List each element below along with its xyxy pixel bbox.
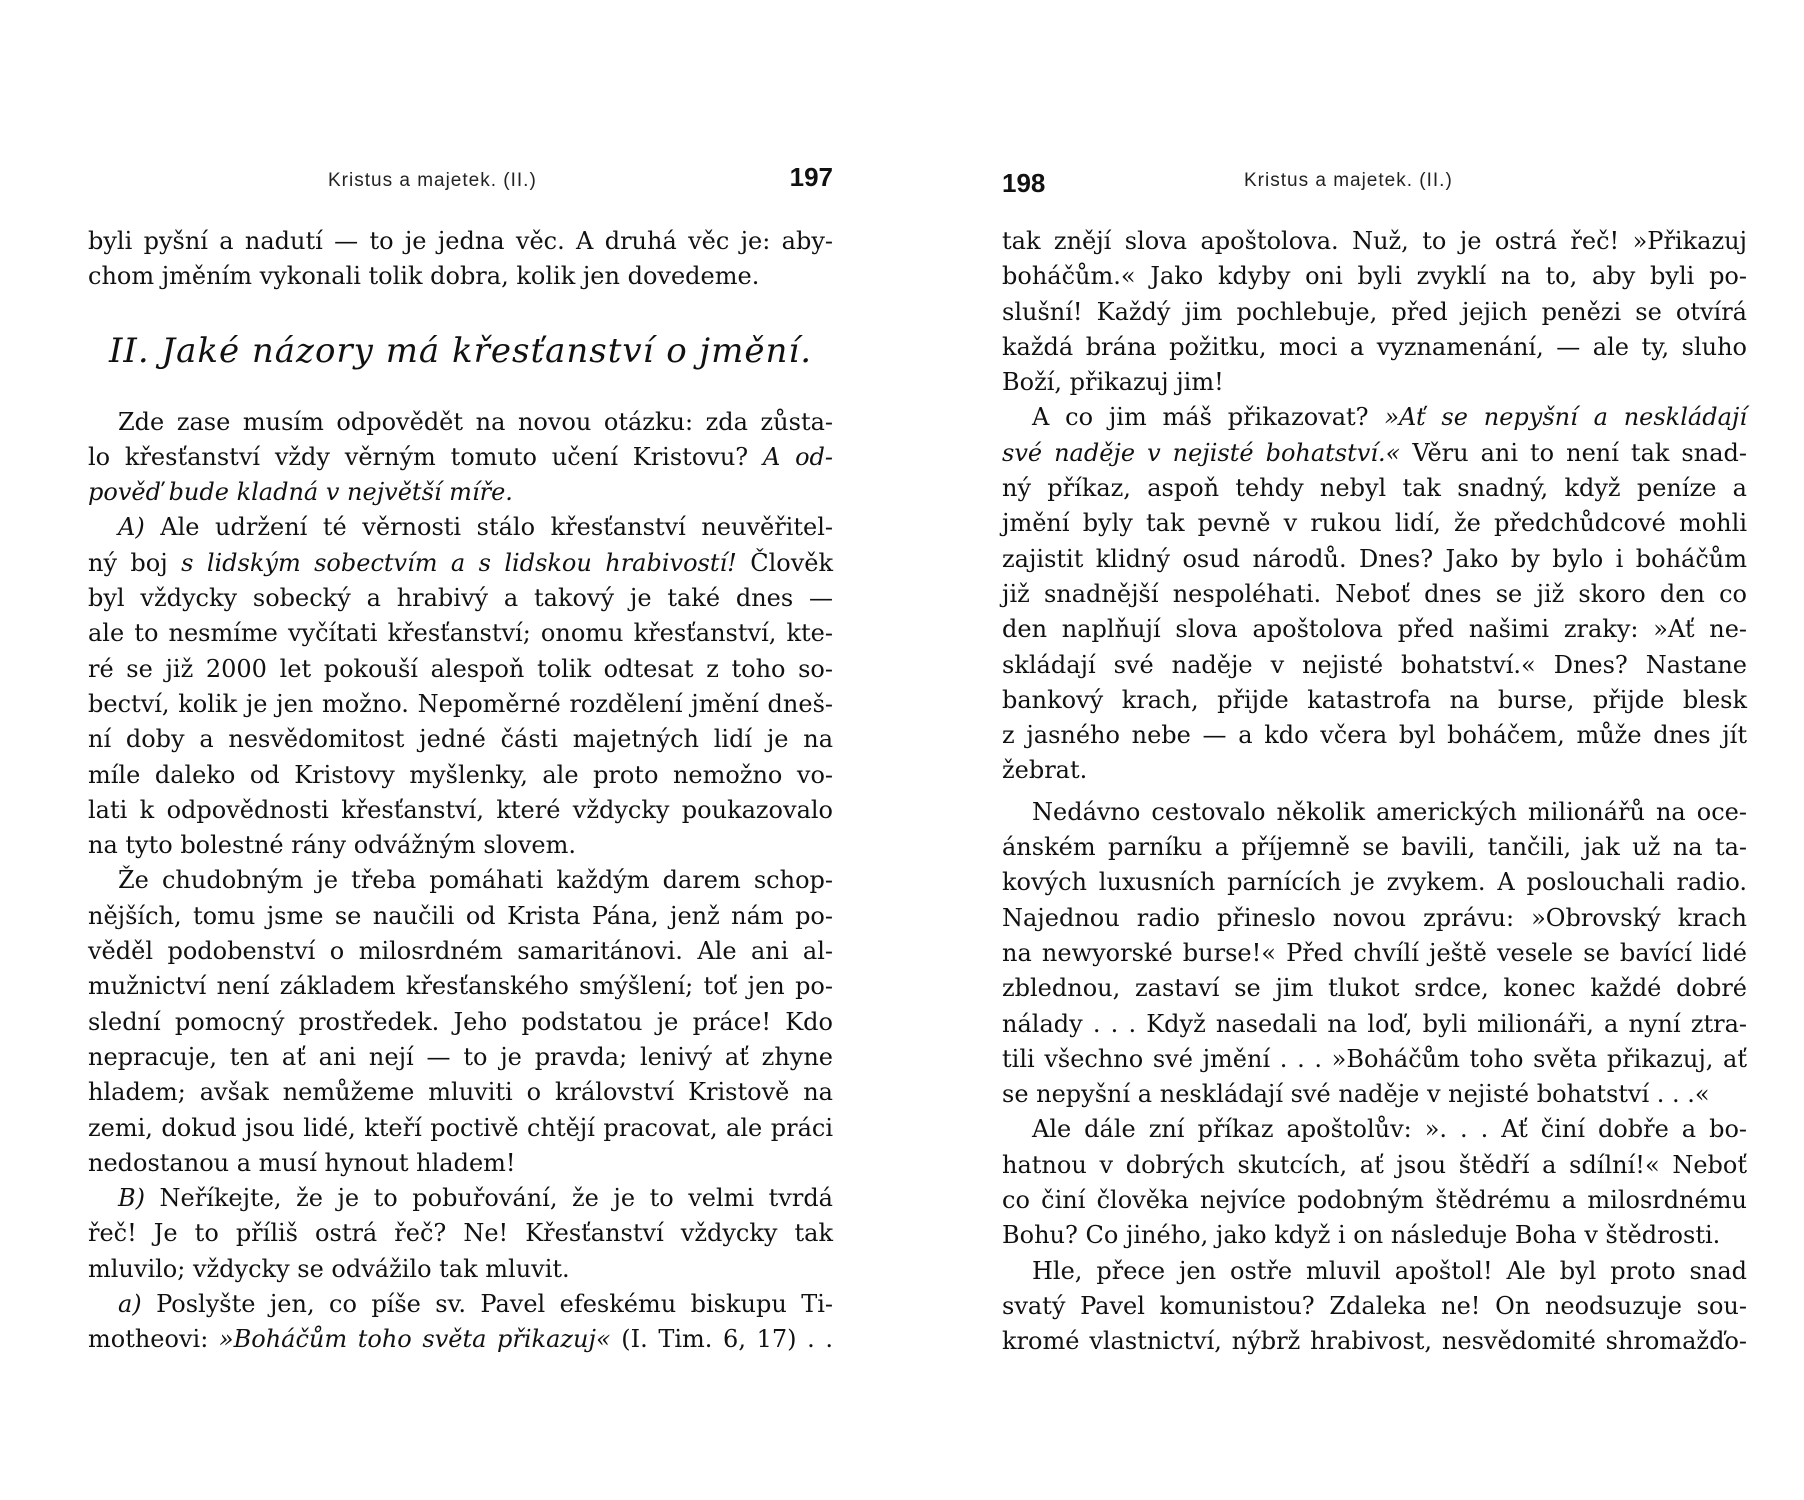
page-body-right [1002, 224, 1747, 1360]
text-line: bankový krach, přijde katastrofa na burse, přijde blesk [1002, 685, 1747, 714]
text-line: byl vždycky sobecký a hrabivý a takový je také dnes — [88, 584, 833, 613]
text-line: zblednou, zastaví se jim tlukot srdce, konec každé dobré [1002, 974, 1747, 1003]
paragraph [88, 1181, 833, 1287]
left-page [88, 0, 833, 1500]
right-page [1002, 0, 1747, 1500]
text-line: míle daleko od Kristovy myšlenky, ale proto nemožno vo- [88, 760, 833, 789]
text-line: hatnou v dobrých skutcích, ať jsou štědří a sdílní!« Neboť [1002, 1150, 1747, 1179]
paragraph [1002, 224, 1747, 400]
running-title: Kristus a majetek. (II.) [328, 170, 537, 191]
text-line: Najednou radio přineslo novou zprávu: »Obrovský krach [1002, 903, 1747, 932]
text-line: z jasného nebe — a kdo včera byl boháčem, může dnes jít [1002, 721, 1747, 750]
text-line: zajistit klidný osud národů. Dnes? Jako by bylo i boháčům [1002, 544, 1747, 573]
paragraph [1002, 1254, 1747, 1360]
text-line: lati k odpovědnosti křesťanství, které vždycky poukazovalo [88, 795, 833, 824]
text-line: ale to nesmíme vyčítati křesťanství; onomu křesťanství, kte- [88, 619, 833, 648]
text-line: na newyorské burse!« Před chvílí ještě vesele se bavící lidé [1002, 938, 1747, 967]
text-line: nějších, tomu jsme se naučili od Krista Pána, jenž nám po- [88, 901, 833, 930]
text-line: své naděje v nejisté bohatství.« Věru ani to není tak snad- [1002, 438, 1747, 467]
text-line: již snadnější nespoléhati. Neboť dnes se již skoro den co [1002, 579, 1747, 608]
text-line: Boží, přikazuj jim! [1002, 368, 1224, 397]
text-line: zemi, dokud jsou lidé, kteří poctivě chtějí pracovat, ale práci [88, 1113, 833, 1142]
text-line: ní doby a nesvědomitost jedné části majetných lidí je na [88, 725, 833, 754]
paragraph [88, 1287, 833, 1358]
text-line: věděl podobenství o milosrdném samaritánovi. Ale ani al- [88, 937, 833, 966]
text-line: a) Poslyšte jen, co píše sv. Pavel efeskému biskupu Ti- [118, 1290, 833, 1319]
text-line: hladem; avšak nemůžeme mluviti o království Kristově na [88, 1078, 833, 1107]
text-line: slušní! Každý jim pochlebuje, před jejich penězi se otvírá [1002, 297, 1747, 326]
text-line: Hle, přece jen ostře mluvil apoštol! Ale byl proto snad [1032, 1256, 1747, 1285]
list-marker: a) [118, 1290, 142, 1319]
text-line: žebrat. [1002, 756, 1088, 785]
text-line: nepracuje, ten ať ani nejí — to je pravda; lenivý ať zhyne [88, 1042, 833, 1071]
running-head-left [88, 160, 833, 200]
text-line: pověď bude kladná v největší míře. [88, 478, 513, 507]
text-line: den naplňují slova apoštolova před našimi zraky: »Ať ne- [1002, 615, 1747, 644]
paragraph [1002, 795, 1747, 1113]
text-line: svatý Pavel komunistou? Zdaleka ne! On neodsuzuje sou- [1002, 1291, 1747, 1320]
text-line: ný boj s lidským sobectvím a s lidskou hrabivostí! Člověk [88, 548, 834, 577]
text-line: kromé vlastnictví, nýbrž hrabivost, nesvědomité shromažďo- [1002, 1327, 1747, 1356]
text-line: Zde zase musím odpovědět na novou otázku: zda zůsta- [118, 407, 833, 436]
text-line: Že chudobným je třeba pomáhati každým darem schop- [118, 866, 833, 895]
text-line: tili všechno své jmění . . . »Boháčům toho světa přikazuj, ať [1002, 1044, 1747, 1073]
text-line: mužnictví není základem křesťanského smýšlení; toť jen po- [88, 972, 833, 1001]
text-line: nedostanou a musí hynout hladem! [88, 1148, 516, 1177]
text-line: motheovi: »Boháčům toho světa přikazuj« (I. Tim. 6, 17) . . [88, 1325, 833, 1354]
list-marker: A) [118, 513, 145, 542]
text-line: tak znějí slova apoštolova. Nuž, to je ostrá řeč! »Přikazuj [1002, 227, 1747, 255]
running-title: Kristus a majetek. (II.) [1244, 170, 1453, 191]
text-line: řeč! Je to příliš ostrá řeč? Ne! Křesťanství vždycky tak [88, 1219, 833, 1248]
text-line: slední pomocný prostředek. Jeho podstatou je práce! Kdo [88, 1007, 833, 1036]
paragraph [1002, 1112, 1747, 1253]
text-line: Nedávno cestovalo několik amerických milionářů na oce- [1032, 797, 1747, 826]
text-line: boháčům.« Jako kdyby oni byli zvyklí na to, aby byli po- [1002, 262, 1747, 291]
text-line: ný příkaz, aspoň tehdy nebyl tak snadný, když peníze a [1002, 474, 1747, 503]
text-line: se nepyšní a neskládají své naděje v nejisté bohatství . . .« [1002, 1080, 1710, 1109]
text-line: každá brána požitku, moci a vyznamenání, — ale ty, sluho [1002, 332, 1747, 361]
text-line: kových luxusních parnících je zvykem. A poslouchali radio. [1002, 868, 1747, 897]
paragraph [1002, 400, 1747, 788]
text-line: nálady . . . Když nasedali na loď, byli milionáři, a nyní ztra- [1002, 1009, 1747, 1038]
text-line: bectví, kolik je jen možno. Nepoměrné rozdělení jmění dneš- [88, 689, 833, 718]
text-line: ré se již 2000 let pokouší alespoň tolik odtesat z toho so- [88, 654, 833, 683]
text-line: jmění byly tak pevně v rukou lidí, že předchůdcové mohli [1002, 509, 1747, 538]
text-line: Bohu? Co jiného, jako když i on následuje Boha v štědrosti. [1002, 1221, 1721, 1250]
text-line: A) Ale udržení té věrnosti stálo křesťanství neuvěřitel- [118, 513, 833, 542]
text-line: ánském parníku a příjemně se bavili, tančili, jak už na ta- [1002, 833, 1747, 862]
page-number: 197 [789, 162, 833, 192]
page-number: 198 [1002, 168, 1046, 198]
paragraph [88, 224, 833, 295]
text-line: mluvilo; vždycky se odvážilo tak mluvit. [88, 1254, 570, 1283]
text-line: byli pyšní a nadutí — to je jedna věc. A druhá věc je: aby- [88, 227, 833, 255]
text-line: Ale dále zní příkaz apoštolův: ». . . Ať činí dobře a bo- [1032, 1115, 1747, 1144]
running-head-right [1002, 160, 1747, 200]
paragraph [88, 510, 833, 863]
list-marker: B) [118, 1184, 145, 1213]
text-line: B) Neříkejte, že je to pobuřování, že je to velmi tvrdá [118, 1184, 833, 1213]
page-body-left [88, 224, 833, 1358]
paragraph [88, 863, 833, 1181]
text-line: skládají své naděje v nejisté bohatství.« Dnes? Nastane [1002, 650, 1747, 679]
text-line: chom jměním vykonali tolik dobra, kolik jen dovedeme. [88, 262, 760, 291]
paragraph [88, 405, 833, 511]
text-line: A co jim máš přikazovat? »Ať se nepyšní a neskládají [1032, 403, 1748, 432]
text-line: na tyto bolestné rány odvážným slovem. [88, 831, 577, 860]
text-line: co činí člověka nejvíce podobným štědrému a milosrdnému [1002, 1186, 1747, 1215]
text-line: lo křesťanství vždy věrným tomuto učení Kristovu? A od- [88, 442, 833, 471]
section-heading: II. Jaké názory má křesťanství o jmění. [108, 330, 813, 371]
